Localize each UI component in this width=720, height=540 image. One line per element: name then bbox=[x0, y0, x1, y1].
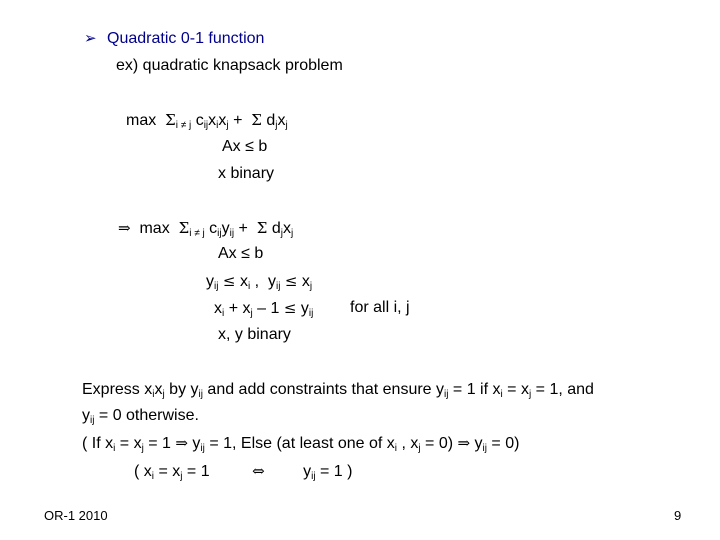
constraint-binary-1: x binary bbox=[218, 165, 275, 182]
constraint-1: Ax ≤ b bbox=[222, 138, 268, 155]
iff-icon: ⇔ bbox=[252, 462, 265, 480]
express-line-2: $y_{ij} = 0$ otherwise. bbox=[82, 407, 199, 426]
constraint-2: Ax ≤ b bbox=[218, 245, 264, 262]
example-label: ex) quadratic knapsack problem bbox=[116, 57, 343, 74]
heading bbox=[84, 28, 264, 49]
iff-line: ( $x_i = x_j = 1$ ⇔ $y_{ij} = 1$ ) bbox=[134, 462, 353, 482]
constraint-sum: $x_i + x_j - 1 \le y_{ij}$ bbox=[214, 299, 314, 319]
objective-1: $\max \Sigma_{i \ne j}$ $c_{ij}x_ix_j + \Sigma$ $d_jx_j$ bbox=[126, 111, 288, 131]
if-else-line: ( If $x_i = x_j = 1$ ⇒ $y_{ij} = 1$, Else (at least one of $x_i$ , $x_j = 0$) ⇒ $y_{ij} = 0$) bbox=[82, 434, 520, 454]
implies-icon: ⇒ bbox=[118, 219, 131, 237]
objective-2: ⇒ $\max \Sigma_{i \ne j}$ $c_{ij}y_{ij} + \Sigma$ $d_jx_j$ bbox=[118, 219, 294, 239]
express-line-1: Express $x_ix_j$ by $y_{ij}$ and add constraints that ensure $y_{ij} = 1$ if $x_i = x_j = 1$, and bbox=[82, 381, 594, 400]
page-number: 9 bbox=[674, 508, 682, 523]
footer-course: OR-1 2010 bbox=[44, 508, 108, 523]
constraint-yx: $y_{ij} \le x_i$ , $y_{ij} \le x_j$ bbox=[206, 272, 313, 292]
bullet-arrow-icon: ➢ bbox=[84, 29, 97, 47]
heading-title: Quadratic 0-1 function bbox=[107, 30, 265, 47]
forall-label: for all i, j bbox=[350, 299, 410, 316]
constraint-binary-2: x, y binary bbox=[218, 326, 291, 343]
